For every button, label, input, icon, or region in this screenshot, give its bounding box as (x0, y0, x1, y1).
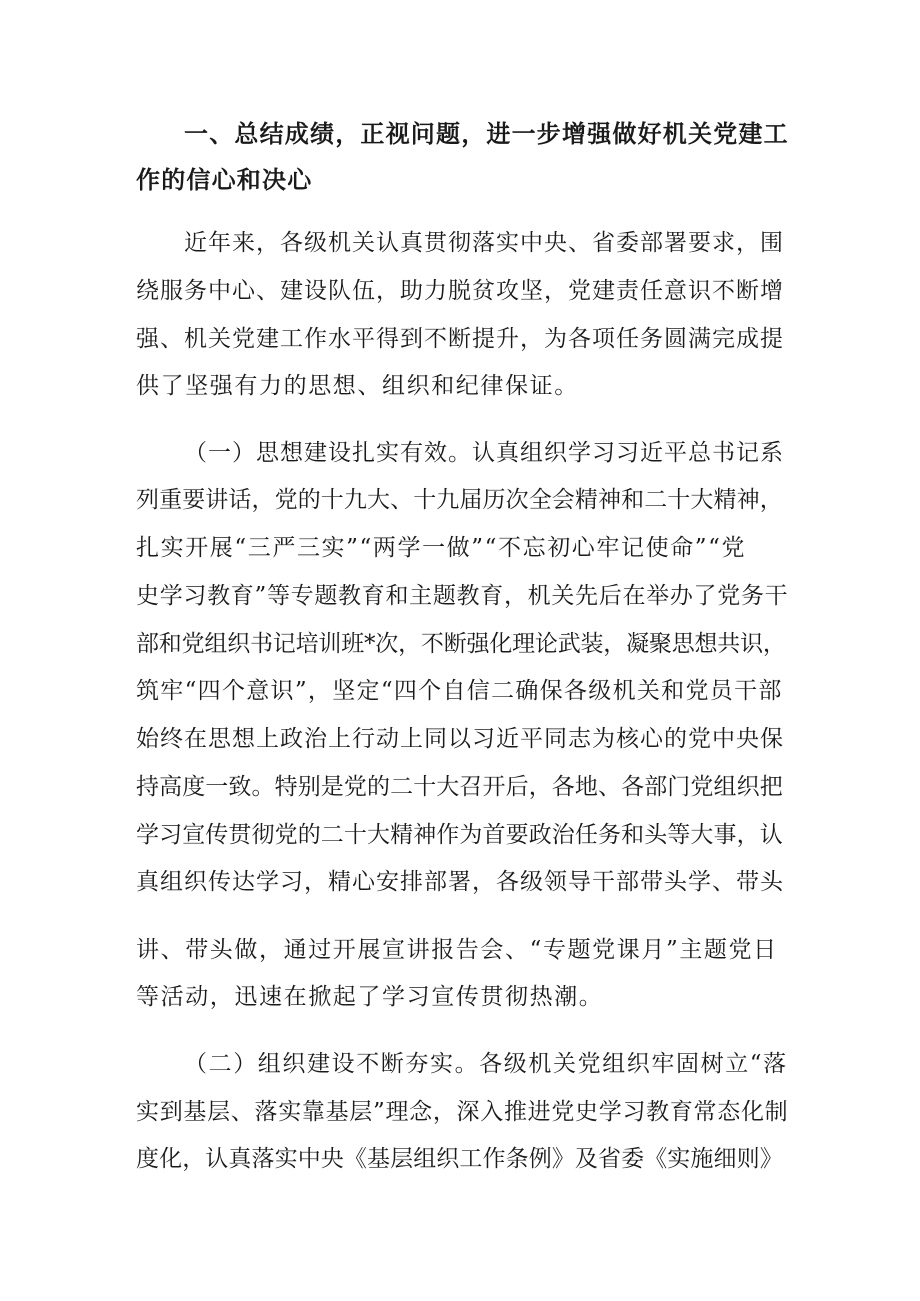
paragraph-line: 供了坚强有力的思想、组织和纪律保证。 (136, 373, 579, 399)
paragraph-line: 实到基层、落实靠基层”理念，深入推进党史学习教育常态化制 (136, 1099, 789, 1125)
paragraph-line: 度化，认真落实中央《基层组织工作条例》及省委《实施细则》 (136, 1146, 783, 1172)
paragraph-line: 筑牢“四个意识”，坚定“四个自信二确保各级机关和党员干部 (136, 678, 783, 704)
paragraph-line: 史学习教育”等专题教育和主题教育，机关先后在举办了党务干 (136, 583, 789, 609)
heading-line: 一、总结成绩，正视问题，进一步增强做好机关党建工 (184, 120, 789, 148)
paragraph-line: （二）组织建设不断夯实。各级机关党组织牢固树立“落 (184, 1051, 788, 1077)
paragraph-line: 强、机关党建工作水平得到不断提升，为各项任务圆满完成提 (136, 326, 784, 352)
paragraph-line: 列重要讲话，党的十九大、十九届历次全会精神和二十大精神， (136, 487, 783, 513)
paragraph-line: 学习宣传贯彻党的二十大精神作为首要政治任务和头等大事，认 (136, 822, 783, 848)
paragraph-line: 部和党组织书记培训班*次，不断强化理论武装，凝聚思想共识， (136, 631, 786, 657)
paragraph-line: 扎实开展“三严三实”“两学一做”“不忘初心牢记使命”“党 (136, 535, 747, 561)
paragraph-line: 始终在思想上政治上行动上同以习近平同志为核心的党中央保 (136, 726, 784, 752)
paragraph-line: 等活动，迅速在掀起了学习宣传贯彻热潮。 (136, 984, 604, 1010)
paragraph-line: （一）思想建设扎实有效。认真组织学习习近平总书记系 (184, 440, 784, 466)
paragraph-line: 近年来，各级机关认真贯彻落实中央、省委部署要求，围 (184, 230, 784, 256)
heading-line: 作的信心和决心 (136, 166, 313, 194)
paragraph-line: 绕服务中心、建设队伍，助力脱贫攻坚，党建责任意识不断增 (136, 278, 784, 304)
paragraph-line: 持高度一致。特别是党的二十大召开后，各地、各部门党组织把 (136, 774, 783, 800)
paragraph-line: 真组织传达学习，精心安排部署，各级领导干部带头学、带头 (136, 869, 784, 895)
paragraph-line: 讲、带头做，通过开展宣讲报告会、“专题党课月”主题党日 (136, 937, 778, 963)
